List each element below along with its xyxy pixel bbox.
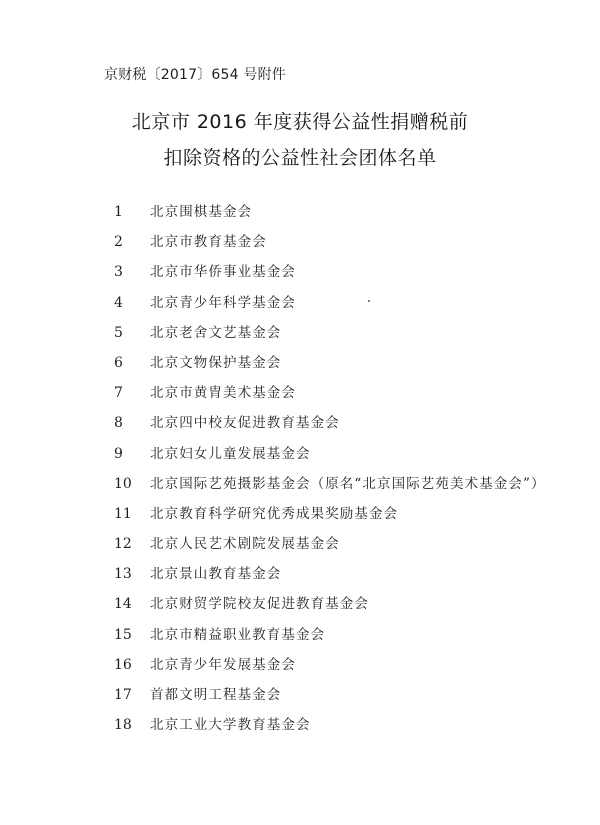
item-name: 北京国际艺苑摄影基金会（原名“北京国际艺苑美术基金会”） [150, 475, 546, 492]
item-name: 北京青少年科学基金会 [150, 294, 296, 311]
item-name: 北京围棋基金会 [150, 204, 253, 220]
item-name: 北京老舍文艺基金会 [150, 324, 282, 341]
item-number: 17 [114, 687, 132, 703]
item-number: 3 [114, 264, 123, 281]
item-name: 北京妇女儿童发展基金会 [150, 445, 311, 462]
item-number: 5 [114, 324, 123, 341]
document-title-line-2: 扣除资格的公益性社会团体名单 [163, 147, 437, 169]
scan-speck [368, 300, 370, 302]
list-item [0, 260, 600, 290]
list-item [0, 200, 600, 230]
item-name: 北京市华侨事业基金会 [150, 264, 296, 281]
list-item [0, 351, 600, 381]
item-name: 北京景山教育基金会 [150, 566, 282, 583]
item-number: 12 [114, 536, 132, 553]
list-item [0, 532, 600, 562]
item-number: 4 [114, 294, 123, 311]
item-number: 11 [114, 505, 132, 522]
item-name: 北京市黄胄美术基金会 [150, 385, 296, 402]
item-number: 9 [114, 445, 123, 462]
item-name: 北京人民艺术剧院发展基金会 [150, 536, 340, 553]
item-name: 北京财贸学院校友促进教育基金会 [150, 596, 369, 613]
item-number: 13 [114, 566, 132, 583]
item-name: 北京四中校友促进教育基金会 [150, 415, 340, 432]
item-name: 北京工业大学教育基金会 [150, 717, 311, 734]
list-item [0, 502, 600, 532]
list-item [0, 291, 600, 321]
item-name: 北京青少年发展基金会 [150, 656, 296, 673]
list-item [0, 472, 600, 502]
item-name: 北京市精益职业教育基金会 [150, 626, 326, 643]
list-item [0, 683, 600, 713]
list-item [0, 592, 600, 622]
list-item [0, 623, 600, 653]
list-item [0, 411, 600, 441]
item-number: 18 [114, 717, 132, 734]
list-item [0, 442, 600, 472]
list-item [0, 562, 600, 592]
item-name: 北京市教育基金会 [150, 234, 267, 251]
item-name: 首都文明工程基金会 [150, 687, 282, 703]
item-number: 2 [114, 234, 123, 251]
item-name: 北京文物保护基金会 [150, 354, 282, 371]
document-reference: 京财税〔2017〕654 号附件 [104, 67, 287, 83]
document-title-line-1: 北京市 2016 年度获得公益性捐赠税前 [131, 111, 469, 133]
list-item [0, 321, 600, 351]
list-item [0, 230, 600, 260]
item-number: 10 [114, 475, 132, 492]
list-item [0, 653, 600, 683]
item-number: 16 [114, 656, 132, 673]
item-number: 15 [114, 626, 132, 643]
item-name: 北京教育科学研究优秀成果奖励基金会 [150, 505, 399, 522]
item-number: 7 [114, 385, 123, 402]
item-number: 14 [114, 596, 132, 613]
item-number: 8 [114, 415, 123, 432]
list-item [0, 713, 600, 743]
item-number: 1 [114, 204, 123, 220]
item-number: 6 [114, 354, 123, 371]
list-item [0, 381, 600, 411]
organization-list [0, 200, 600, 743]
